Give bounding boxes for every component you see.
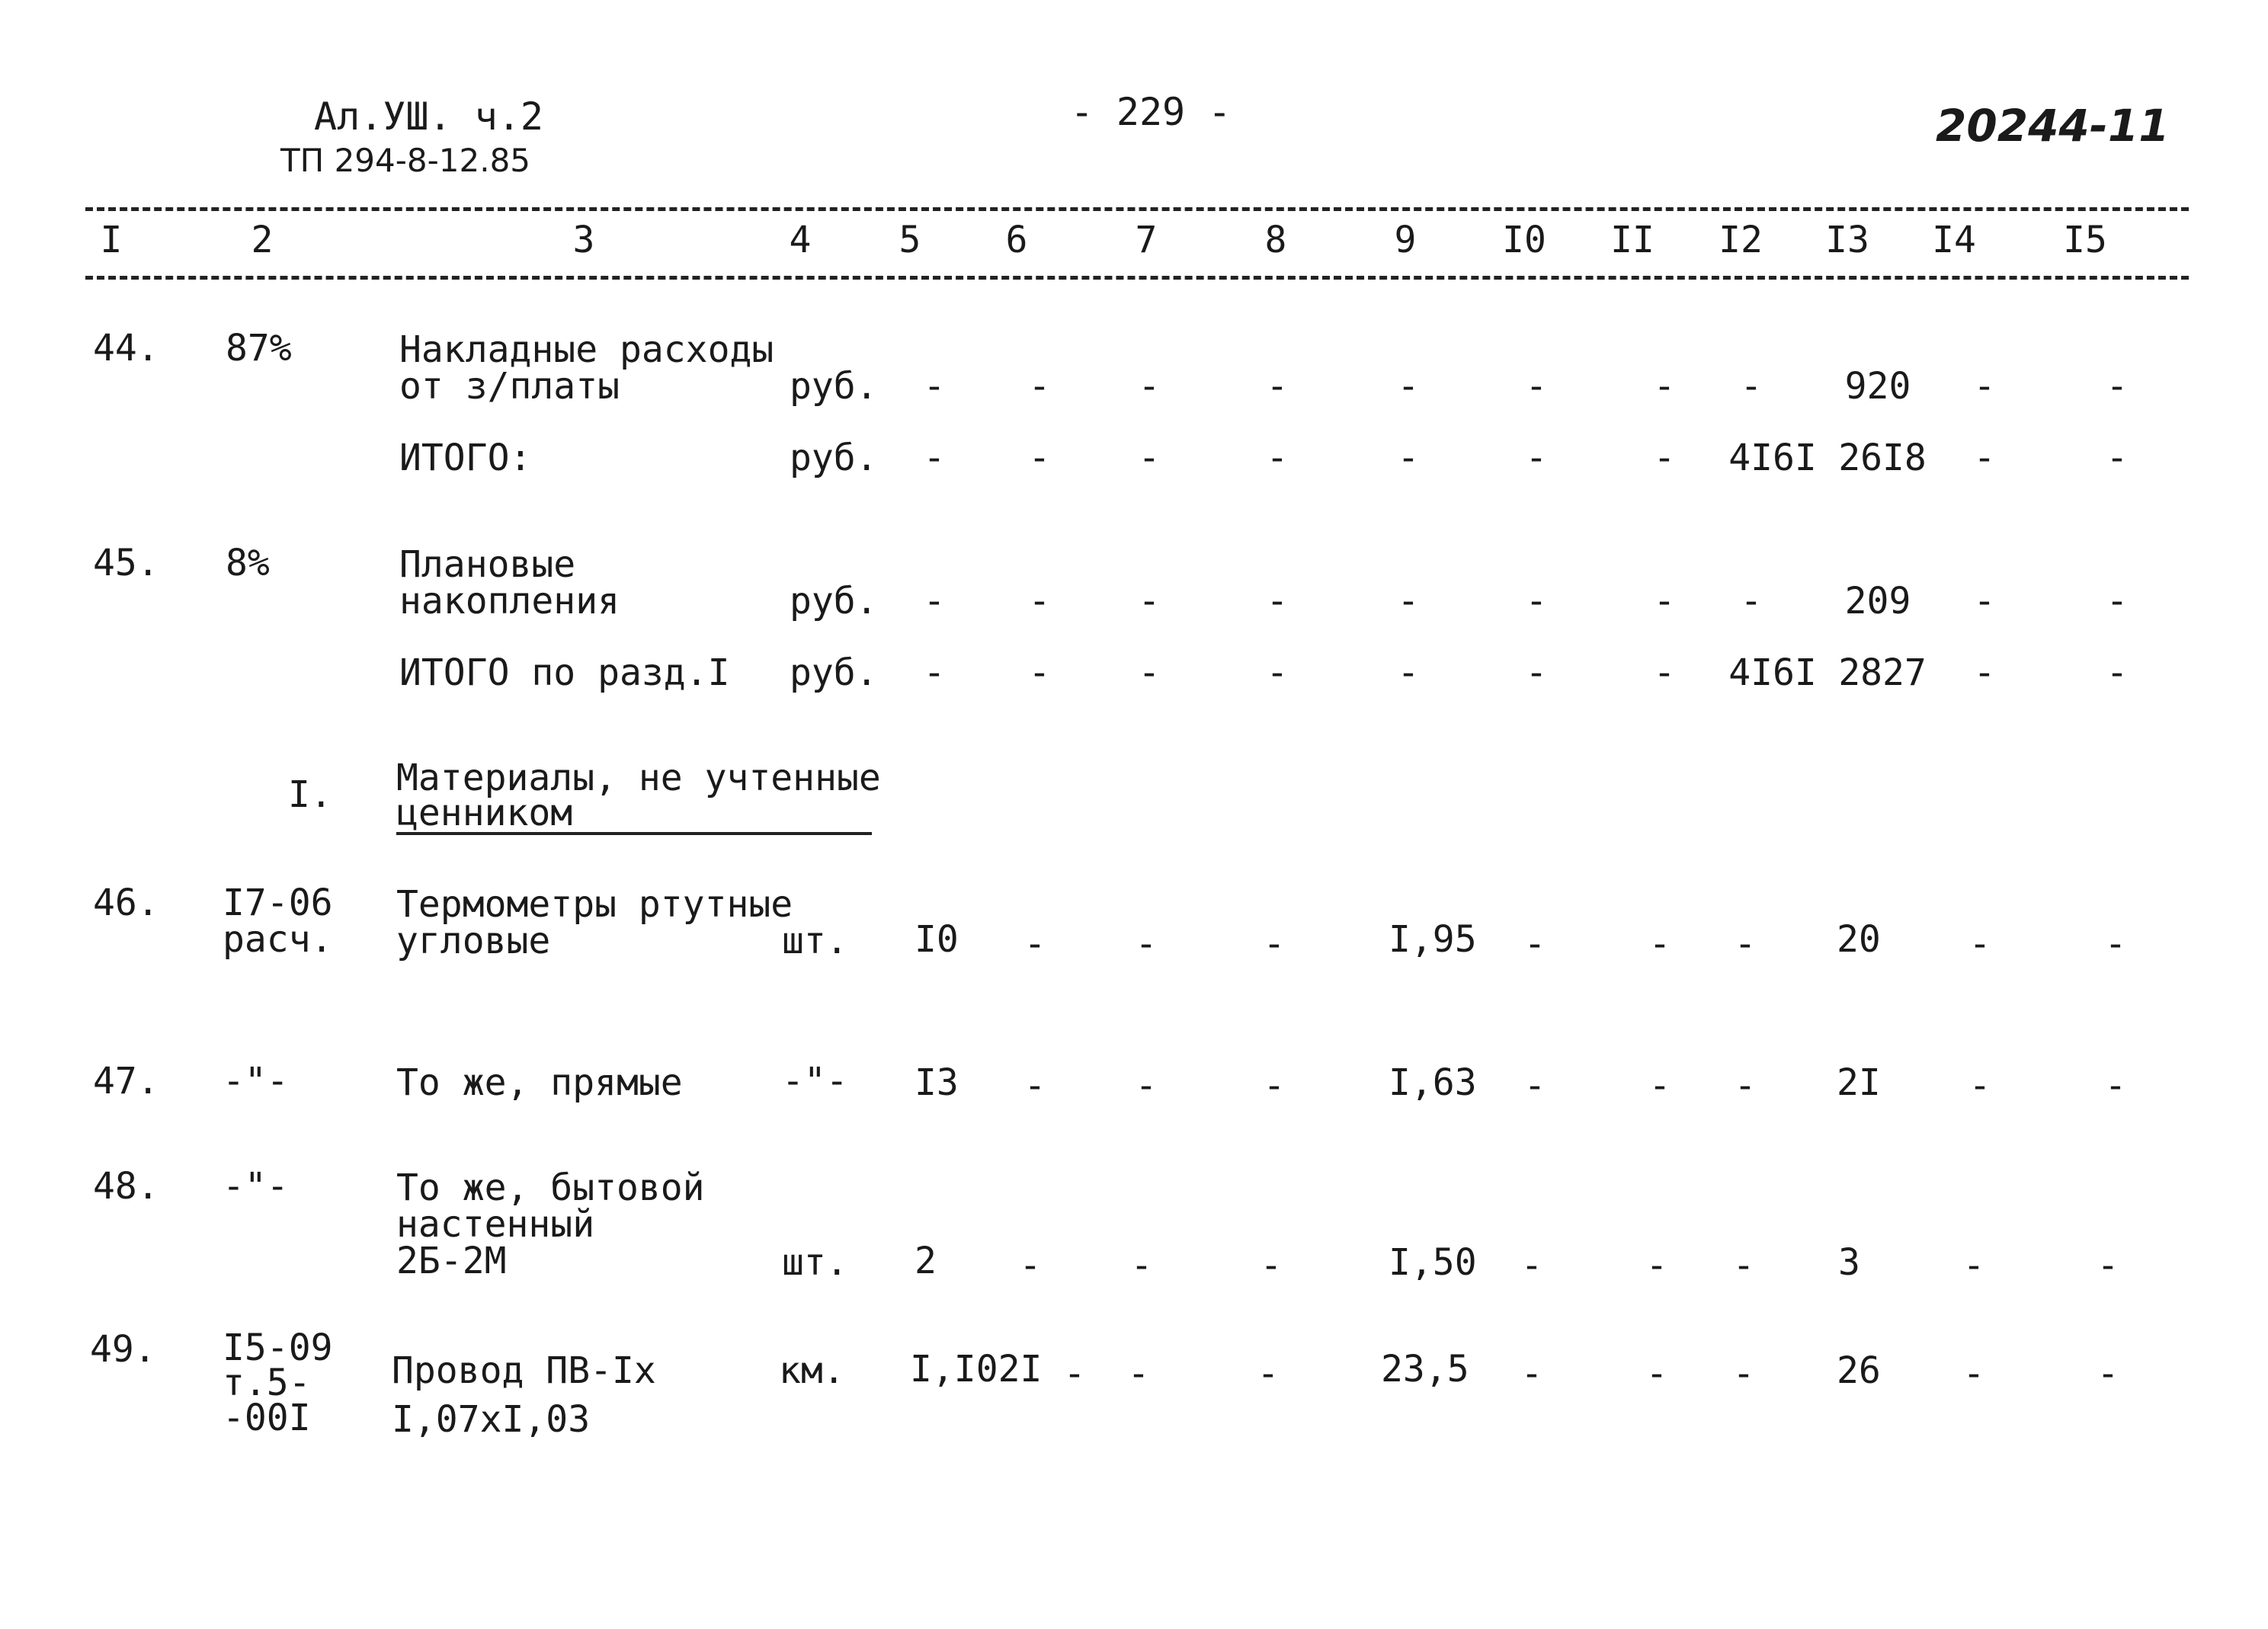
cell-col15: - <box>2106 580 2129 622</box>
cell-col8: - <box>1266 437 1289 479</box>
cell-col10: - <box>1523 923 1546 965</box>
cell-col14: - <box>1973 651 1996 694</box>
col-header-12: I2 <box>1719 219 1763 261</box>
col-header-11: II <box>1610 219 1655 261</box>
cell-col7: - <box>1130 1244 1153 1287</box>
cell-col6: - <box>1028 365 1051 408</box>
section-number: I. <box>288 773 332 816</box>
cell-col6: - <box>1063 1352 1086 1395</box>
cell-col8: - <box>1257 1352 1280 1395</box>
cell-col9: 23,5 <box>1381 1348 1469 1391</box>
col-header-9: 9 <box>1394 219 1417 261</box>
col-header-5: 5 <box>899 219 921 261</box>
cell-col10: - <box>1525 365 1548 408</box>
col-header-13: I3 <box>1825 219 1869 261</box>
cell-col14: - <box>1962 1352 1985 1395</box>
cell-col11: - <box>1653 365 1676 408</box>
row-name-line1: Термометры ртутные <box>396 883 793 926</box>
cell-col12: - <box>1740 365 1763 408</box>
cell-col15: - <box>2106 365 2129 408</box>
row-unit: шт. <box>782 920 848 962</box>
col-header-15: I5 <box>2063 219 2107 261</box>
row-unit: шт. <box>782 1241 848 1284</box>
cell-col11: - <box>1645 1352 1668 1395</box>
cell-col8: - <box>1266 365 1289 408</box>
col-header-14: I4 <box>1932 219 1976 261</box>
cell-col10: - <box>1525 437 1548 479</box>
cell-col5: - <box>923 437 946 479</box>
row-name: ИТОГО по разд.I <box>399 651 730 694</box>
cell-col15: - <box>2104 1064 2127 1107</box>
cell-col8: - <box>1266 651 1289 694</box>
cell-col5: - <box>923 651 946 694</box>
cell-col8: - <box>1260 1244 1283 1287</box>
cell-col6: - <box>1028 437 1051 479</box>
cell-col10: - <box>1525 651 1548 694</box>
col-header-6: 6 <box>1005 219 1028 261</box>
cell-col9: - <box>1397 580 1420 622</box>
page-number: - 229 - <box>1070 90 1232 134</box>
cell-col15: - <box>2097 1244 2119 1287</box>
row-unit: руб. <box>790 365 878 408</box>
row-unit: руб. <box>790 437 878 479</box>
cell-col11: - <box>1648 923 1671 965</box>
cell-col13: 2I <box>1837 1061 1881 1104</box>
document-code-handwritten: 20244-11 <box>1936 100 2170 152</box>
cell-col15: - <box>2106 651 2129 694</box>
cell-col5: I3 <box>915 1061 959 1104</box>
cell-col13: 20 <box>1837 918 1881 961</box>
cell-col11: - <box>1648 1064 1671 1107</box>
row-code-line1: I7-06 <box>223 882 333 924</box>
cell-col15: - <box>2106 437 2129 479</box>
cell-col5: - <box>923 365 946 408</box>
row-name-line2: от з/платы <box>399 365 620 408</box>
row-unit: -"- <box>782 1060 848 1103</box>
row-name: То же, прямые <box>396 1061 683 1104</box>
row-name-line2: I,07хI,03 <box>392 1398 591 1441</box>
col-header-10: I0 <box>1502 219 1546 261</box>
section-underline <box>396 832 872 835</box>
cell-col13: 2827 <box>1838 651 1927 694</box>
cell-col12: 4I6I <box>1728 651 1817 694</box>
cell-col6: - <box>1019 1244 1042 1287</box>
row-number: 44. <box>93 327 159 370</box>
cell-col15: - <box>2104 923 2127 965</box>
cell-col6: - <box>1028 651 1051 694</box>
row-unit: руб. <box>790 580 878 622</box>
row-code-line3: -00I <box>223 1397 311 1439</box>
row-name-line2: угловые <box>396 920 551 962</box>
album-label: Ал.УШ. ч.2 <box>314 94 544 139</box>
row-number: 45. <box>93 542 159 584</box>
row-number: 48. <box>93 1165 159 1208</box>
row-code: -"- <box>223 1060 289 1103</box>
row-number: 46. <box>93 882 159 924</box>
cell-col7: - <box>1138 365 1161 408</box>
cell-col8: - <box>1266 580 1289 622</box>
col-header-4: 4 <box>789 219 812 261</box>
cell-col7: - <box>1127 1352 1150 1395</box>
row-name-line1: Накладные расходы <box>399 328 774 371</box>
cell-col13: 209 <box>1844 580 1911 622</box>
row-number: 47. <box>93 1060 159 1103</box>
cell-col7: - <box>1138 651 1161 694</box>
cell-col12: - <box>1734 1064 1757 1107</box>
cell-col6: - <box>1028 580 1051 622</box>
cell-col10: - <box>1520 1244 1543 1287</box>
col-header-3: 3 <box>572 219 595 261</box>
cell-col6: - <box>1023 1064 1046 1107</box>
cell-col12: - <box>1740 580 1763 622</box>
cell-col15: - <box>2097 1352 2119 1395</box>
cell-col14: - <box>1973 580 1996 622</box>
cell-col11: - <box>1653 651 1676 694</box>
cell-col14: - <box>1973 365 1996 408</box>
cell-col10: - <box>1520 1352 1543 1395</box>
cell-col14: - <box>1968 1064 1991 1107</box>
cell-col9: - <box>1397 365 1420 408</box>
row-code: 87% <box>226 327 292 370</box>
cell-col7: - <box>1135 1064 1158 1107</box>
cell-col5: - <box>923 580 946 622</box>
cell-col13: 26I8 <box>1838 437 1927 479</box>
row-code-line1: I5-09 <box>223 1327 333 1369</box>
cell-col13: 920 <box>1844 365 1911 408</box>
cell-col14: - <box>1962 1244 1985 1287</box>
cell-col7: - <box>1135 923 1158 965</box>
col-header-2: 2 <box>251 219 274 261</box>
cell-col5: 2 <box>915 1240 937 1282</box>
cell-col12: - <box>1734 923 1757 965</box>
row-name-line1: То же, бытовой <box>396 1167 705 1209</box>
row-unit: км. <box>779 1349 845 1392</box>
cell-col10: - <box>1525 580 1548 622</box>
col-header-8: 8 <box>1264 219 1287 261</box>
row-name-line1: Провод ПВ-Iх <box>392 1349 656 1392</box>
row-code: 8% <box>226 542 270 584</box>
cell-col13: 3 <box>1838 1241 1860 1284</box>
col-header-1: I <box>100 219 123 261</box>
row-code-line2: расч. <box>223 918 333 961</box>
cell-col8: - <box>1263 923 1286 965</box>
cell-col5: I,I02I <box>910 1348 1043 1391</box>
row-number: 49. <box>90 1328 156 1371</box>
cell-col12: - <box>1732 1244 1755 1287</box>
row-name-line1: Плановые <box>399 543 576 586</box>
row-code-line2: т.5- <box>223 1362 311 1404</box>
cell-col14: - <box>1968 923 1991 965</box>
cell-col9: I,50 <box>1389 1241 1477 1284</box>
cell-col10: - <box>1523 1064 1546 1107</box>
project-number: ТП 294-8-12.85 <box>280 142 531 179</box>
cell-col7: - <box>1138 437 1161 479</box>
cell-col9: - <box>1397 651 1420 694</box>
row-code: -"- <box>223 1165 289 1208</box>
cell-col12: - <box>1732 1352 1755 1395</box>
cell-col6: - <box>1023 923 1046 965</box>
row-name-line2: накопления <box>399 580 620 622</box>
header-rule-bottom <box>85 276 2189 280</box>
cell-col9: I,63 <box>1389 1061 1477 1104</box>
cell-col5: I0 <box>915 918 959 961</box>
cell-col11: - <box>1653 437 1676 479</box>
row-name: ИТОГО: <box>399 437 532 479</box>
cell-col11: - <box>1645 1244 1668 1287</box>
col-header-7: 7 <box>1135 219 1158 261</box>
cell-col8: - <box>1263 1064 1286 1107</box>
header-rule-top <box>85 207 2189 211</box>
cell-col14: - <box>1973 437 1996 479</box>
cell-col7: - <box>1138 580 1161 622</box>
cell-col11: - <box>1653 580 1676 622</box>
cell-col12: 4I6I <box>1728 437 1817 479</box>
row-name-line3: 2Б-2М <box>396 1240 507 1282</box>
cell-col9: - <box>1397 437 1420 479</box>
row-unit: руб. <box>790 651 878 694</box>
cell-col9: I,95 <box>1389 918 1477 961</box>
row-name-line2: настенный <box>396 1203 595 1246</box>
section-title-line1: Материалы, не учтенные <box>396 757 881 799</box>
section-title-line2: ценником <box>396 792 573 834</box>
cell-col13: 26 <box>1837 1349 1881 1392</box>
